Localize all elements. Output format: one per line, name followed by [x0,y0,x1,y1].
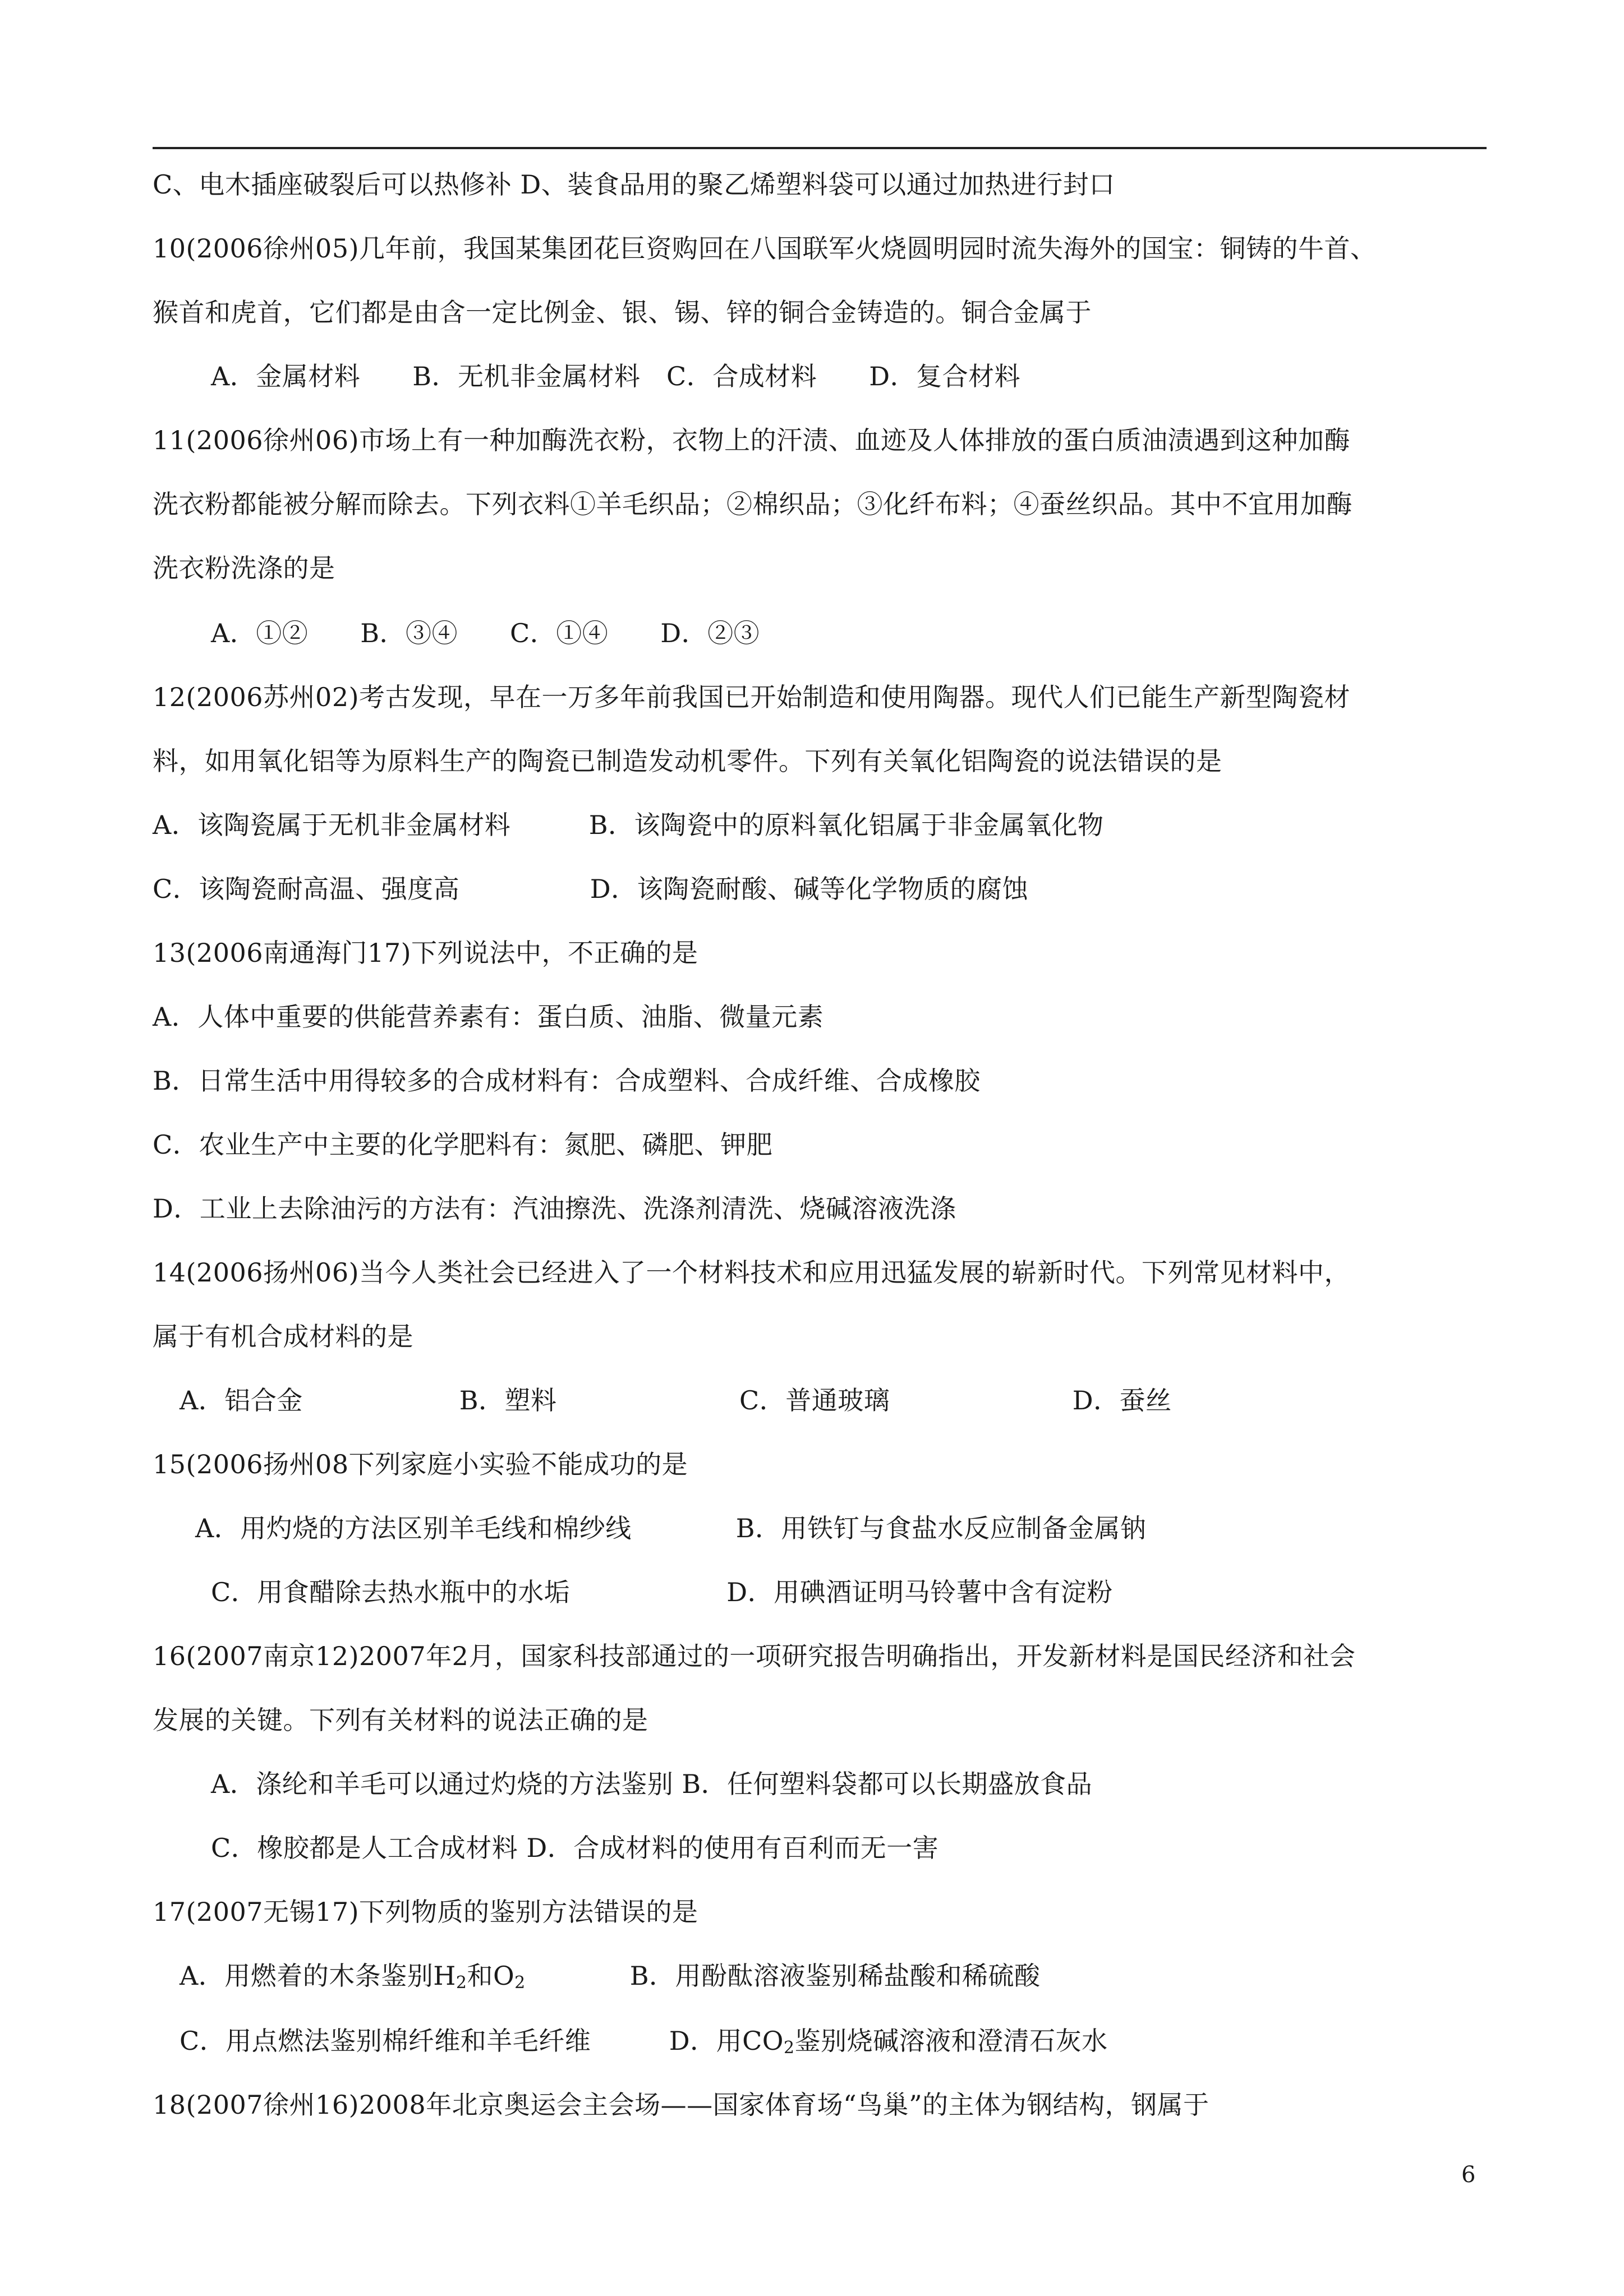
question-10-stem: 10(2006徐州05)几年前，我国某集团花巨资购回在八国联军火烧圆明园时流失海外的国宝：铜铸的牛首、 [153,233,1377,264]
question-11-options: A．①② B．③④ C．①④ D．②③ [211,618,760,648]
question-17-stem: 17(2007无锡17)下列物质的鉴别方法错误的是 [153,1897,698,1927]
question-16-options-ab: A．涤纶和羊毛可以通过灼烧的方法鉴别 B．任何塑料袋都可以长期盛放食品 [211,1769,1093,1799]
text-line: 洗衣粉都能被分解而除去。下列衣料①羊毛织品；②棉织品；③化纤布料；④蚕丝织品。其中不宜用加酶 [153,489,1352,519]
question-12-stem: 12(2006苏州02)考古发现，早在一万多年前我国已开始制造和使用陶器。现代人们已能生产新型陶瓷材 [153,682,1351,712]
subscript: 2 [784,2038,795,2058]
text-line: 猴首和虎首，它们都是由含一定比例金、银、锡、锌的铜合金铸造的。铜合金属于 [153,297,1092,328]
subscript: 2 [514,1973,526,1993]
question-17-options-cd [180,2025,1108,2057]
question-10-options: A．金属材料 B．无机非金属材料 C．合成材料 D．复合材料 [211,361,1021,391]
text-run: B．用酚酞溶液鉴别稀盐酸和稀硫酸 [525,1961,1041,1991]
question-12-options-cd: C．该陶瓷耐高温、强度高 D．该陶瓷耐酸、碱等化学物质的腐蚀 [153,874,1029,904]
question-13-option-b: B．日常生活中用得较多的合成材料有：合成塑料、合成纤维、合成橡胶 [153,1066,981,1096]
question-13-option-c: C．农业生产中主要的化学肥料有：氮肥、磷肥、钾肥 [153,1129,773,1160]
text-run: C．用点燃法鉴别棉纤维和羊毛纤维 D．用CO [180,2026,784,2056]
header-rule [153,147,1487,149]
text-line: 料，如用氧化铝等为原料生产的陶瓷已制造发动机零件。下列有关氧化铝陶瓷的说法错误的是 [153,746,1222,776]
text-run: 鉴别烧碱溶液和澄清石灰水 [794,2026,1108,2056]
question-12-options-ab: A．该陶瓷属于无机非金属材料 B．该陶瓷中的原料氧化铝属于非金属氧化物 [153,810,1104,840]
text-line: C、电木插座破裂后可以热修补 D、装食品用的聚乙烯塑料袋可以通过加热进行封口 [153,169,1115,200]
page-number: 6 [1461,2162,1476,2188]
question-15-options-ab: A．用灼烧的方法区别羊毛线和棉纱线 B．用铁钉与食盐水反应制备金属钠 [195,1513,1147,1543]
question-16-stem: 16(2007南京12)2007年2月，国家科技部通过的一项研究报告明确指出，开发新材料是国民经济和社会 [153,1641,1356,1671]
text-run: A．用燃着的木条鉴别H [180,1961,456,1991]
text-line: 洗衣粉洗涤的是 [153,553,335,583]
question-15-stem: 15(2006扬州08下列家庭小实验不能成功的是 [153,1449,688,1479]
question-16-options-cd: C．橡胶都是人工合成材料 D．合成材料的使用有百利而无一害 [211,1833,939,1863]
question-13-stem: 13(2006南通海门17)下列说法中，不正确的是 [153,938,698,968]
question-11-stem: 11(2006徐州06)市场上有一种加酶洗衣粉，衣物上的汗渍、血迹及人体排放的蛋白质油渍遇到这种加酶 [153,425,1351,455]
question-14-stem: 14(2006扬州06)当今人类社会已经进入了一个材料技术和应用迅猛发展的崭新时代。下列常见材料中， [153,1257,1351,1288]
text-line: 发展的关键。下列有关材料的说法正确的是 [153,1705,648,1735]
question-14-options: A．铝合金 B．塑料 C．普通玻璃 D．蚕丝 [180,1385,1172,1416]
question-17-options-ab [180,1960,1041,1992]
question-15-options-cd: C．用食醋除去热水瓶中的水垢 D．用碘酒证明马铃薯中含有淀粉 [211,1577,1113,1607]
question-13-option-a: A．人体中重要的供能营养素有：蛋白质、油脂、微量元素 [153,1002,824,1032]
question-18-stem: 18(2007徐州16)2008年北京奥运会主会场——国家体育场“鸟巢”的主体为钢结构，钢属于 [153,2090,1209,2120]
question-13-option-d: D．工业上去除油污的方法有：汽油擦洗、洗涤剂清洗、烧碱溶液洗涤 [153,1193,956,1224]
text-line: 属于有机合成材料的是 [153,1321,413,1352]
text-run: 和O [467,1961,515,1991]
subscript: 2 [456,1973,467,1993]
